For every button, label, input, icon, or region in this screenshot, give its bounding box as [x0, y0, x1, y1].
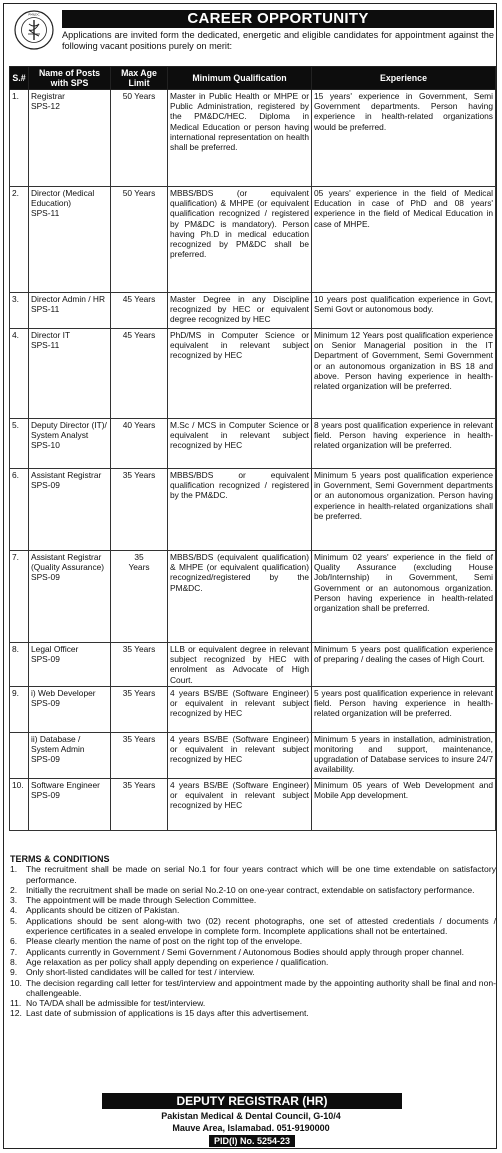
pmdc-logo: [14, 10, 54, 50]
table-row: [10, 778, 496, 830]
cell-qualification: 4 years BS/BE (Software Engineer) or equivalent in relevant subject recognized by HEC: [168, 778, 312, 830]
table-row: [10, 419, 496, 469]
term-number: 3.: [10, 895, 18, 906]
cell-experience: Minimum 5 years post qualification experience of preparing / dealing the cases of High Court.: [312, 643, 496, 687]
advertisement-page: [3, 3, 497, 1149]
table-row: [10, 643, 496, 687]
cell-sno: 6.: [10, 469, 29, 551]
cell-sno: 5.: [10, 419, 29, 469]
cell-experience: Minimum 12 Years post qualification experience on Senior Managerial position in the IT Department of Government, Semi Government or an autonomous organization in BS 18 and above. Person having experience in health-related organization will be preferred.: [312, 329, 496, 419]
term-item: [10, 1008, 496, 1018]
cell-experience: 05 years' experience in the field of Medical Education in case of PhD and 08 years' experience in the field of Medical Education in case of MHPE.: [312, 187, 496, 293]
pid-number: PID(I) No. 5254-23: [209, 1135, 295, 1147]
table-row: [10, 329, 496, 419]
cell-qualification: MBBS/BDS or equivalent qualification recognized / registered by the PM&DC.: [168, 469, 312, 551]
term-item: [10, 967, 496, 977]
cell-qualification: PhD/MS in Computer Science or equivalent in relevant subject recognized by HEC: [168, 329, 312, 419]
footer-address-line-2: Mauve Area, Islamabad. 051-9190000: [172, 1123, 330, 1133]
term-text: Applications should be sent along-with two (02) recent photographs, one set of attested credentials / documents / experience certificates in a sealed envelope in complete form. Incomplete applications shall not be entertained.: [26, 915, 496, 937]
cell-experience: 8 years post qualification experience in relevant field. Person having experience in health-related organization will be preferred.: [312, 419, 496, 469]
term-item: [10, 947, 496, 957]
term-number: 9.: [10, 967, 18, 978]
cell-age: 35 Years: [111, 686, 168, 732]
table-row: [10, 90, 496, 187]
term-item: [10, 895, 496, 905]
cell-post: Director (Medical Education) SPS-11: [29, 187, 111, 293]
term-text: Please clearly mention the name of post on the right top of the envelope.: [26, 936, 303, 947]
cell-post: Deputy Director (IT)/ System Analyst SPS-10: [29, 419, 111, 469]
cell-age: 35 Years: [111, 551, 168, 643]
table-row: [10, 293, 496, 329]
svg-text:PM&DC: PM&DC: [28, 12, 40, 17]
cell-qualification: 4 years BS/BE (Software Engineer) or equivalent in relevant subject recognized by HEC: [168, 732, 312, 778]
header-sno: S.#: [10, 67, 29, 90]
cell-sno: 9.: [10, 686, 29, 732]
terms-heading: TERMS & CONDITIONS: [10, 854, 110, 864]
header-post: Name of Posts with SPS: [29, 67, 111, 90]
footer-address-line-1: Pakistan Medical & Dental Council, G-10/4: [161, 1111, 341, 1121]
term-number: 12.: [10, 1008, 22, 1019]
cell-sno: 1.: [10, 90, 29, 187]
cell-sno: 7.: [10, 551, 29, 643]
table-header-row: [10, 67, 496, 90]
term-item: [10, 916, 496, 937]
cell-sno: 3.: [10, 293, 29, 329]
cell-age: 45 Years: [111, 329, 168, 419]
term-text: Initially the recruitment shall be made on serial No.2-10 on one-year contract, extendable on satisfactory performance.: [26, 884, 475, 895]
page-title: CAREER OPPORTUNITY: [62, 10, 494, 28]
intro-text: Applications are invited form the dedicated, energetic and eligible candidates for appointment against the following vacant positions purely on merit:: [62, 30, 494, 51]
cell-experience: Minimum 5 years post qualification experience in Government, Semi Government departments or an autonomous organization. Person having experience in health-related organizations shall be preferred.: [312, 469, 496, 551]
cell-qualification: 4 years BS/BE (Software Engineer) or equivalent in relevant subject recognized by HEC: [168, 686, 312, 732]
cell-post: Registrar SPS-12: [29, 90, 111, 187]
cell-qualification: LLB or equivalent degree in relevant subject recognized by HEC with enrolment as Advocate of High Court.: [168, 643, 312, 687]
term-number: 5.: [10, 915, 18, 926]
cell-post: Legal Officer SPS-09: [29, 643, 111, 687]
cell-qualification: M.Sc / MCS in Computer Science or equivalent in relevant subject recognized by HEC: [168, 419, 312, 469]
term-number: 7.: [10, 946, 18, 957]
cell-age: 35 Years: [111, 778, 168, 830]
term-number: 2.: [10, 884, 18, 895]
cell-sno: 4.: [10, 329, 29, 419]
cell-qualification: MBBS/BDS (equivalent qualification) & MHPE (or equivalent qualification) recognized/registered by the PM&DC.: [168, 551, 312, 643]
cell-experience: 15 years' experience in Government, Semi Government departments. Person having experience in health-related organizations would be preferred.: [312, 90, 496, 187]
cell-qualification: Master Degree in any Discipline recognized by HEC or equivalent degree recognized by HEC: [168, 293, 312, 329]
cell-experience: 5 years post qualification experience in relevant field. Person having experience in health-related organization will be preferred.: [312, 686, 496, 732]
table-row: [10, 187, 496, 293]
cell-age: 50 Years: [111, 90, 168, 187]
cell-sno: [10, 732, 29, 778]
cell-age: 35 Years: [111, 643, 168, 687]
term-text: No TA/DA shall be admissible for test/interview.: [26, 998, 206, 1009]
term-item: [10, 905, 496, 915]
cell-post: Assistant Registrar (Quality Assurance) SPS-09: [29, 551, 111, 643]
header-qualification: Minimum Qualification: [168, 67, 312, 90]
term-item: [10, 957, 496, 967]
term-number: 10.: [10, 977, 22, 988]
term-item: [10, 864, 496, 885]
term-text: Only short-listed candidates will be called for test / interview.: [26, 967, 255, 978]
cell-post: Assistant Registrar SPS-09: [29, 469, 111, 551]
terms-and-conditions: [10, 854, 496, 1019]
cell-post: Director Admin / HR SPS-11: [29, 293, 111, 329]
cell-age: 40 Years: [111, 419, 168, 469]
term-text: Age relaxation as per policy shall apply depending on experience / qualification.: [26, 956, 329, 967]
cell-post: ii) Database / System Admin SPS-09: [29, 732, 111, 778]
term-text: The appointment will be made through Selection Committee.: [26, 895, 257, 906]
cell-post: Director IT SPS-11: [29, 329, 111, 419]
cell-post: Software Engineer SPS-09: [29, 778, 111, 830]
cell-sno: 8.: [10, 643, 29, 687]
header-age: Max Age Limit: [111, 67, 168, 90]
term-item: [10, 978, 496, 999]
cell-experience: Minimum 02 years' experience in the field of Quality Assurance (excluding House Job/Internship) in Government, Semi Government or an autonomous organization. Person having experience in health-related organization shall be preferred.: [312, 551, 496, 643]
cell-experience: 10 years post qualification experience in Govt, Semi Govt or autonomous body.: [312, 293, 496, 329]
term-text: Applicants currently in Government / Semi Government / Autonomous Bodies should apply through proper channel.: [26, 946, 465, 957]
table-row: [10, 732, 496, 778]
header-experience: Experience: [312, 67, 496, 90]
term-item: [10, 998, 496, 1008]
cell-age: 50 Years: [111, 187, 168, 293]
cell-age: 45 Years: [111, 293, 168, 329]
term-text: The recruitment shall be made on serial No.1 for four years contract which will be one time extendable on satisfactory performance.: [26, 864, 496, 885]
table-row: [10, 551, 496, 643]
cell-age: 35 Years: [111, 732, 168, 778]
term-text: Applicants should be citizen of Pakistan.: [26, 905, 180, 916]
term-number: 4.: [10, 905, 18, 916]
term-text: The decision regarding call letter for test/interview and appointment made by the appointing authority shall be final and non-challengeable.: [26, 977, 496, 998]
cell-sno: 10.: [10, 778, 29, 830]
table-row: [10, 469, 496, 551]
cell-experience: Minimum 5 years in installation, administration, monitoring and support, maintenance, upgradation of Database services to insure 24/7 availability.: [312, 732, 496, 778]
term-item: [10, 885, 496, 895]
term-number: 8.: [10, 956, 18, 967]
term-number: 1.: [10, 864, 18, 875]
cell-age: 35 Years: [111, 469, 168, 551]
cell-post: i) Web Developer SPS-09: [29, 686, 111, 732]
footer-title: DEPUTY REGISTRAR (HR): [102, 1093, 402, 1109]
cell-sno: 2.: [10, 187, 29, 293]
cell-qualification: Master in Public Health or MHPE or Public Administration, registered by the PM&DC/HEC. Diploma in Medical Education or person having international representation on health shall be preferred.: [168, 90, 312, 187]
terms-list: [10, 864, 496, 1018]
term-item: [10, 936, 496, 946]
term-text: Last date of submission of applications is 15 days after this advertisement.: [26, 1008, 309, 1019]
cell-qualification: MBBS/BDS (or equivalent qualification) & MHPE (or equivalent qualification recognized / registered by PM&DC is mandatory). Person having Ph.D in medical education recognized by PM&DC shall be preferred.: [168, 187, 312, 293]
vacancies-table: [9, 66, 496, 831]
term-number: 6.: [10, 936, 18, 947]
table-row: [10, 686, 496, 732]
cell-experience: Minimum 05 years of Web Development and Mobile App development.: [312, 778, 496, 830]
term-number: 11.: [10, 998, 22, 1009]
